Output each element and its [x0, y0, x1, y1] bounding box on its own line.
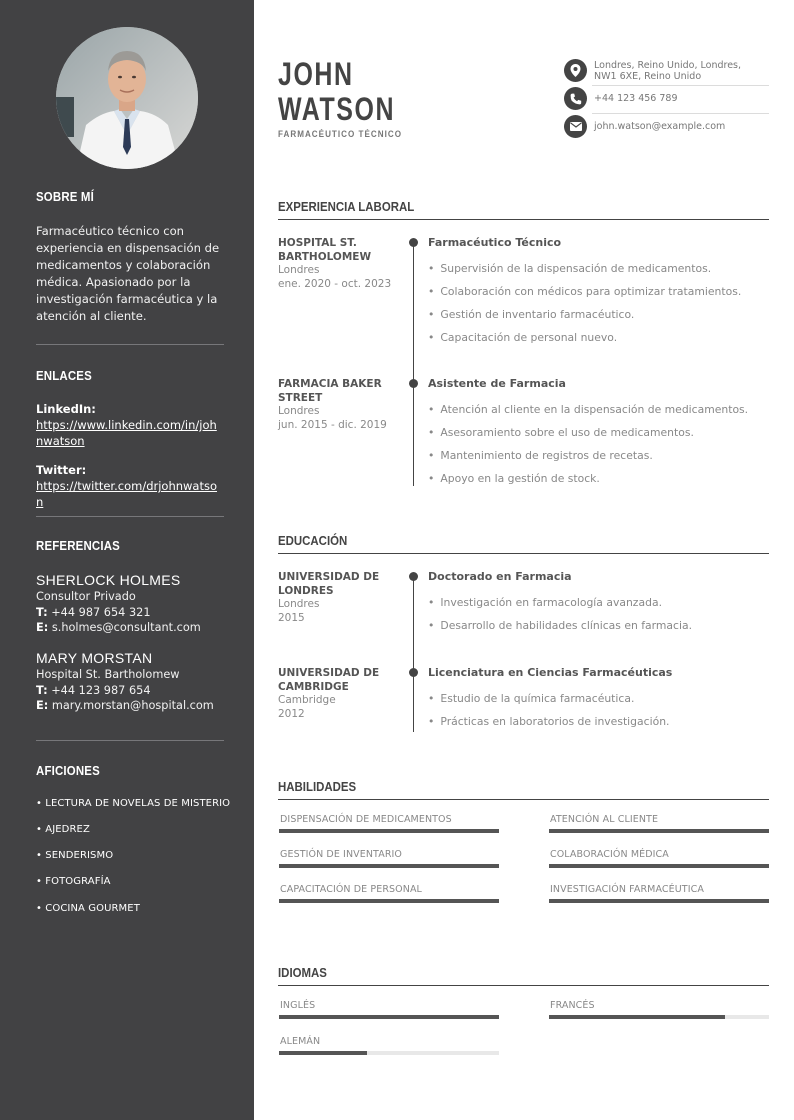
skill-item	[279, 884, 499, 903]
language-bar-fill	[549, 1015, 725, 1019]
skill-bar-fill	[279, 864, 499, 868]
skill-label: CAPACITACIÓN DE PERSONAL	[280, 884, 422, 895]
reference-item	[36, 572, 222, 636]
skill-item	[549, 884, 769, 903]
language-item	[279, 1000, 499, 1019]
references-heading: REFERENCIAS	[36, 538, 120, 553]
skill-label: DISPENSACIÓN DE MEDICAMENTOS	[280, 814, 452, 825]
experience-timeline	[413, 242, 414, 486]
language-bar-fill	[279, 1051, 367, 1055]
hobby-item: • FOTOGRAFÍA	[36, 876, 111, 887]
hobby-item: • AJEDREZ	[36, 824, 90, 835]
address-text: Londres, Reino Unido, Londres, NW1 6XE, Reino Unido	[594, 59, 742, 82]
about-text: Farmacéutico técnico con experiencia en dispensación de medicamentos y colaboración médica. Apasionado por la investigación farmacéutica y la atención al cliente.	[36, 224, 220, 323]
responsibility-list	[428, 403, 773, 495]
languages-heading: IDIOMAS	[278, 965, 327, 980]
language-bar-fill	[279, 1015, 499, 1019]
email-label: E:	[36, 699, 49, 712]
skill-bar	[549, 899, 769, 903]
reference-phone	[36, 683, 222, 699]
section-rule	[278, 799, 769, 800]
contact-divider	[592, 113, 769, 114]
skill-bar-fill	[549, 864, 769, 868]
contact-address	[564, 59, 769, 82]
timeline-dot	[409, 572, 418, 581]
list-item: • Investigación en farmacología avanzada.	[428, 596, 773, 619]
skill-label: GESTIÓN DE INVENTARIO	[280, 849, 403, 860]
timeline-dot	[409, 668, 418, 677]
contact-divider	[592, 85, 769, 86]
hobby-item: • LECTURA DE NOVELAS DE MISTERIO	[36, 798, 231, 809]
section-rule	[278, 219, 769, 220]
institution-city: Cambridge	[278, 694, 336, 706]
skill-bar	[549, 829, 769, 833]
experience-org-block	[278, 237, 398, 291]
experience-heading: EXPERIENCIA LABORAL	[278, 199, 415, 214]
portrait-image	[56, 27, 198, 169]
job-title: FARMACÉUTICO TÉCNICO	[278, 129, 403, 140]
reference-item	[36, 650, 222, 714]
email-label: E:	[36, 621, 49, 634]
skill-bar	[549, 864, 769, 868]
language-bar	[279, 1015, 499, 1019]
reference-phone	[36, 605, 222, 621]
institution-name: UNIVERSIDAD DE CAMBRIDGE	[278, 667, 380, 693]
phone-value: +44 987 654 321	[51, 605, 151, 619]
reference-name: SHERLOCK HOLMES	[36, 572, 181, 588]
list-item: • Mantenimiento de registros de recetas.	[428, 449, 773, 472]
phone-value: +44 123 987 654	[51, 683, 151, 697]
list-item: • Prácticas en laboratorios de investigación.	[428, 715, 773, 738]
hobby-item: • SENDERISMO	[36, 850, 114, 861]
organization-name: HOSPITAL ST. BARTHOLOMEW	[278, 237, 372, 263]
institution-name: UNIVERSIDAD DE LONDRES	[278, 571, 380, 597]
timeline-dot	[409, 379, 418, 388]
education-detail-list	[428, 596, 773, 642]
language-label: ALEMÁN	[280, 1036, 321, 1047]
location-pin-icon	[564, 59, 587, 82]
phone-text: +44 123 456 789	[594, 93, 678, 104]
list-item: • Desarrollo de habilidades clínicas en farmacia.	[428, 619, 773, 642]
list-item: • Supervisión de la dispensación de medicamentos.	[428, 262, 773, 285]
section-rule	[278, 985, 769, 986]
language-item	[279, 1036, 499, 1055]
skills-heading: HABILIDADES	[278, 779, 357, 794]
phone-label: T:	[36, 605, 48, 619]
skill-bar	[279, 864, 499, 868]
list-item: • Colaboración con médicos para optimizar tratamientos.	[428, 285, 773, 308]
list-item: • Capacitación de personal nuevo.	[428, 331, 773, 354]
links-heading: ENLACES	[36, 368, 92, 383]
skill-label: COLABORACIÓN MÉDICA	[550, 849, 669, 860]
skill-label: INVESTIGACIÓN FARMACÉUTICA	[550, 884, 704, 895]
email-value: s.holmes@consultant.com	[51, 621, 201, 634]
linkedin-url[interactable]: https://www.linkedin.com/in/johnwatson	[36, 418, 217, 448]
reference-role: Hospital St. Bartholomew	[36, 668, 180, 681]
language-item	[549, 1000, 769, 1019]
skill-bar	[279, 899, 499, 903]
timeline-dot	[409, 238, 418, 247]
education-org-block	[278, 571, 398, 625]
sidebar	[0, 0, 254, 1120]
skill-item	[549, 814, 769, 833]
education-timeline	[413, 576, 414, 732]
email-text[interactable]: john.watson@example.com	[594, 121, 726, 132]
sidebar-divider	[36, 344, 224, 345]
twitter-url[interactable]: https://twitter.com/drjohnwatson	[36, 479, 218, 509]
date-range: ene. 2020 - oct. 2023	[278, 277, 392, 290]
sidebar-divider	[36, 516, 224, 517]
contact-phone	[564, 87, 769, 110]
reference-role: Consultor Privado	[36, 590, 136, 603]
skill-bar	[279, 829, 499, 833]
email-value: mary.morstan@hospital.com	[51, 699, 214, 712]
contact-email	[564, 115, 769, 138]
role-title: Asistente de Farmacia	[428, 377, 566, 390]
skill-item	[549, 849, 769, 868]
language-bar	[549, 1015, 769, 1019]
list-item: • Estudio de la química farmacéutica.	[428, 692, 773, 715]
mail-icon	[564, 115, 587, 138]
language-label: FRANCÉS	[550, 1000, 595, 1011]
language-label: INGLÉS	[280, 1000, 316, 1011]
skill-item	[279, 814, 499, 833]
institution-city: Londres	[278, 598, 320, 610]
last-name: WATSON	[278, 91, 396, 127]
date-range: jun. 2015 - dic. 2019	[278, 418, 387, 431]
organization-name: FARMACIA BAKER STREET	[278, 378, 382, 404]
about-heading: SOBRE MÍ	[36, 189, 94, 204]
language-bar	[279, 1051, 499, 1055]
graduation-year: 2015	[278, 611, 305, 624]
link-linkedin	[36, 401, 222, 449]
reference-name: MARY MORSTAN	[36, 650, 153, 666]
role-title: Farmacéutico Técnico	[428, 236, 562, 249]
hobby-item: • COCINA GOURMET	[36, 903, 140, 914]
reference-email	[36, 620, 222, 636]
list-item: • Asesoramiento sobre el uso de medicamentos.	[428, 426, 773, 449]
skill-item	[279, 849, 499, 868]
graduation-year: 2012	[278, 707, 305, 720]
section-rule	[278, 553, 769, 554]
phone-label: T:	[36, 683, 48, 697]
skill-bar-fill	[279, 899, 499, 903]
linkedin-label: LinkedIn:	[36, 402, 96, 416]
reference-email	[36, 698, 222, 714]
sidebar-divider	[36, 740, 224, 741]
organization-city: Londres	[278, 264, 320, 276]
profile-photo	[56, 27, 198, 169]
education-heading: EDUCACIÓN	[278, 533, 348, 548]
education-detail-list	[428, 692, 773, 738]
skill-bar-fill	[549, 899, 769, 903]
first-name: JOHN	[278, 56, 354, 92]
phone-icon	[564, 87, 587, 110]
organization-city: Londres	[278, 405, 320, 417]
skill-bar-fill	[279, 829, 499, 833]
skill-bar-fill	[549, 829, 769, 833]
skill-label: ATENCIÓN AL CLIENTE	[550, 814, 659, 825]
list-item: • Atención al cliente en la dispensación de medicamentos.	[428, 403, 773, 426]
degree-title: Doctorado en Farmacia	[428, 570, 572, 583]
link-twitter	[36, 462, 222, 510]
degree-title: Licenciatura en Ciencias Farmacéuticas	[428, 666, 673, 679]
experience-org-block	[278, 378, 398, 432]
education-org-block	[278, 667, 398, 721]
list-item: • Gestión de inventario farmacéutico.	[428, 308, 773, 331]
hobbies-heading: AFICIONES	[36, 763, 100, 778]
twitter-label: Twitter:	[36, 463, 87, 477]
list-item: • Apoyo en la gestión de stock.	[428, 472, 773, 495]
responsibility-list	[428, 262, 773, 354]
